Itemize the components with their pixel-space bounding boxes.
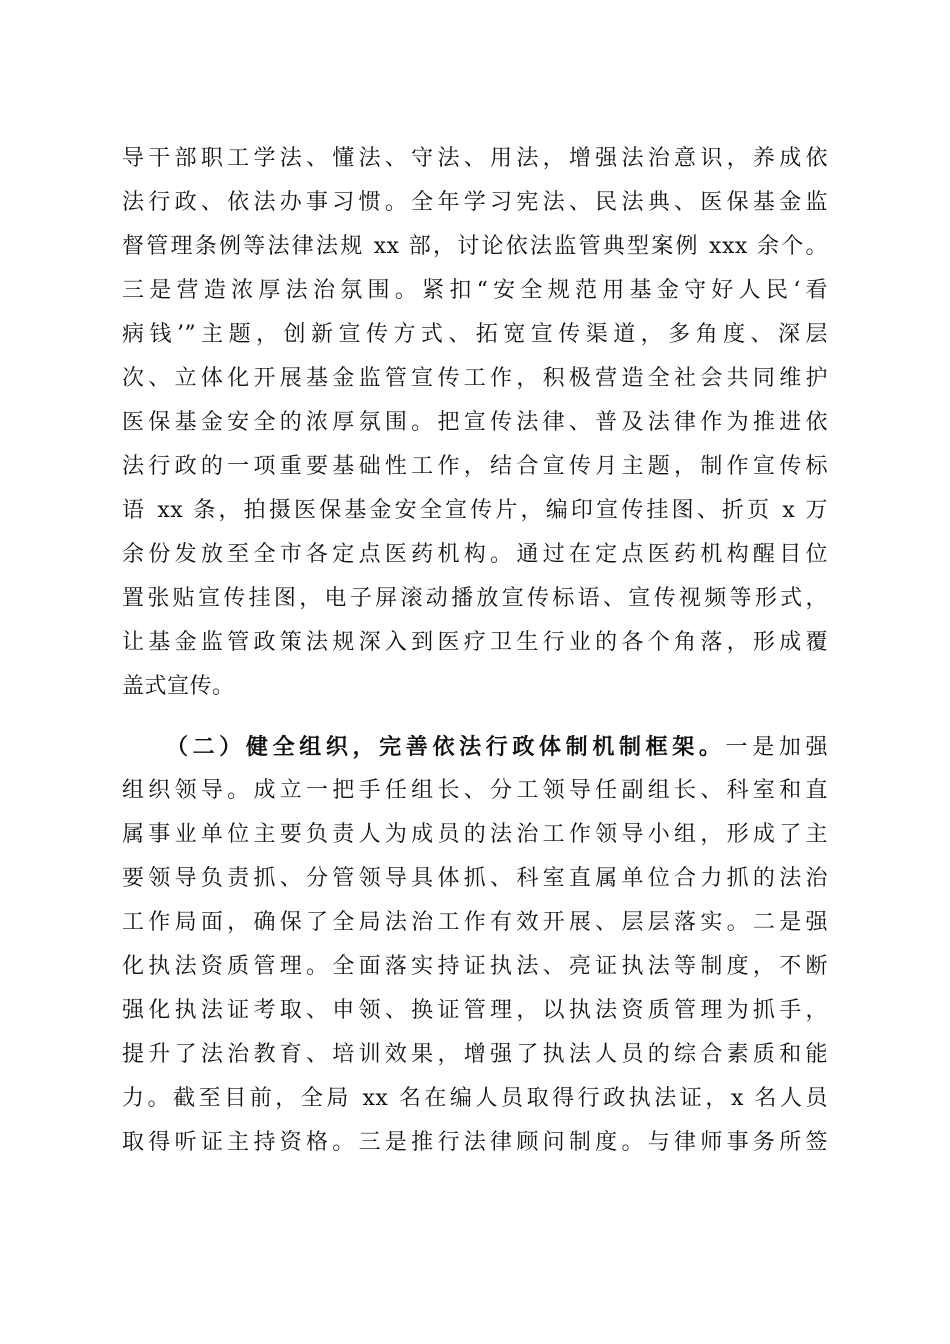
body-text-line: 属事业单位主要负责人为成员的法治工作领导小组，形成了主 (122, 822, 828, 847)
body-text-line: 法行政的一项重要基础性工作，结合宣传月主题，制作宣传标 (122, 454, 828, 479)
body-text-line: 工作局面，确保了全局法治工作有效开展、层层落实。二是强 (122, 910, 828, 935)
body-text-line: 次、立体化开展基金监管宣传工作，积极营造全社会共同维护 (122, 366, 828, 391)
body-text-line: 组织领导。成立一把手任组长、分工领导任副组长、科室和直 (122, 778, 828, 803)
body-text-line: 置张贴宣传挂图，电子屏滚动播放宣传标语、宣传视频等形式， (122, 586, 828, 611)
body-text-line: 导干部职工学法、懂法、守法、用法，增强法治意识，养成依 (122, 146, 828, 171)
body-text-line: 强化执法证考取、申领、换证管理，以执法资质管理为抓手， (122, 998, 828, 1023)
body-text-line: 让基金监管政策法规深入到医疗卫生行业的各个角落，形成覆 (122, 630, 828, 655)
section-heading: （二）健全组织，完善依法行政体制机制框架。 (166, 734, 726, 760)
body-text-line: 提升了法治教育、培训效果，增强了执法人员的综合素质和能 (122, 1042, 828, 1067)
body-text-run: 一是加强 (725, 735, 828, 760)
body-text-line: 力。截至目前，全局 xx 名在编人员取得行政执法证，x 名人员 (122, 1086, 828, 1111)
body-text-line: 病钱’”主题，创新宣传方式、拓宽宣传渠道，多角度、深层 (122, 322, 828, 347)
body-text-line: 督管理条例等法律法规 xx 部，讨论依法监管典型案例 xxx 余个。 (122, 234, 828, 259)
body-text-line: 取得听证主持资格。三是推行法律顾问制度。与律师事务所签 (122, 1130, 828, 1155)
body-text-line: 余份发放至全市各定点医药机构。通过在定点医药机构醒目位 (122, 542, 828, 567)
section-heading-line (166, 727, 828, 767)
body-text-line: 要领导负责抓、分管领导具体抓、科室直属单位合力抓的法治 (122, 866, 828, 891)
body-text-line: 法行政、依法办事习惯。全年学习宪法、民法典、医保基金监 (122, 190, 828, 215)
body-text-line: 盖式宣传。 (122, 674, 235, 699)
body-text-line: 化执法资质管理。全面落实持证执法、亮证执法等制度，不断 (122, 954, 828, 979)
body-text-line: 语 xx 条，拍摄医保基金安全宣传片，编印宣传挂图、折页 x 万 (122, 498, 828, 523)
body-text-line: 三是营造浓厚法治氛围。紧扣“安全规范用基金守好人民‘看 (122, 278, 828, 303)
body-text-line: 医保基金安全的浓厚氛围。把宣传法律、普及法律作为推进依 (122, 410, 828, 435)
